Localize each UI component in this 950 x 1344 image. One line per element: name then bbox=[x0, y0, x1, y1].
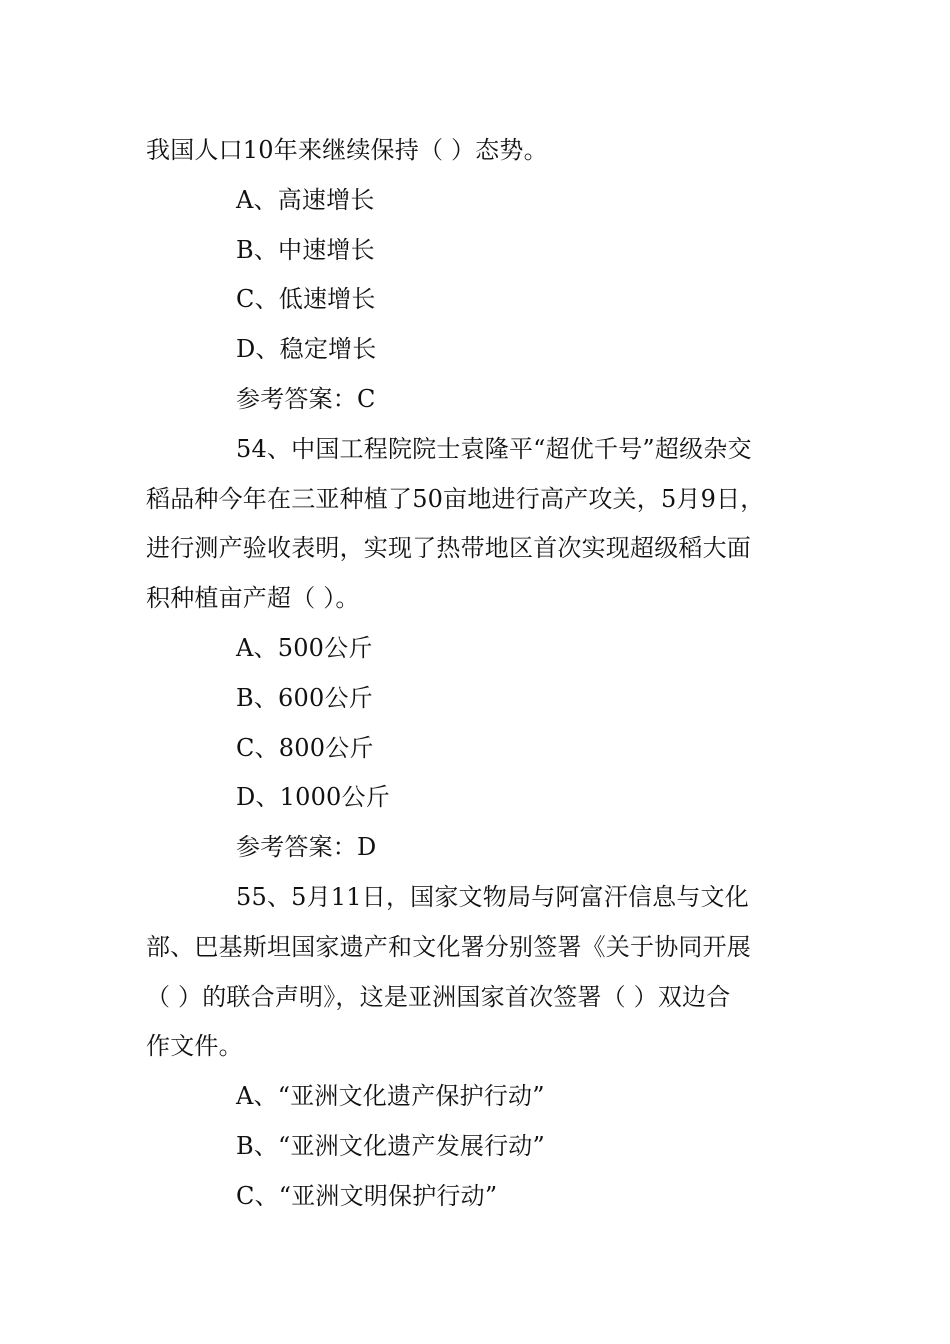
option-b: B、600公斤 bbox=[236, 683, 373, 712]
option-a: A、500公斤 bbox=[236, 633, 373, 662]
question-55 bbox=[146, 873, 810, 1222]
question-54 bbox=[146, 425, 810, 873]
question-text-line: 进行测产验收表明，实现了热带地区首次实现超级稻大面 bbox=[146, 534, 751, 563]
question-text-line: 54、中国工程院院士袁隆平“超优千号”超级杂交 bbox=[236, 434, 752, 463]
question-text-line: 积种植亩产超（ ）。 bbox=[146, 584, 360, 613]
reference-answer: 参考答案：D bbox=[236, 833, 377, 862]
question-text-line: 55、5月11日，国家文物局与阿富汗信息与文化 bbox=[236, 882, 749, 911]
option-a: A、“亚洲文化遗产保护行动” bbox=[236, 1082, 545, 1111]
reference-answer: 参考答案：C bbox=[236, 384, 376, 413]
question-text-line: 我国人口10年来继续保持（ ）态势。 bbox=[146, 136, 548, 164]
option-b: B、“亚洲文化遗产发展行动” bbox=[236, 1131, 545, 1160]
option-a: A、高速增长 bbox=[236, 185, 375, 214]
option-c: C、“亚洲文明保护行动” bbox=[236, 1181, 498, 1210]
option-c: C、低速增长 bbox=[236, 285, 376, 314]
question-text-line: （ ）的联合声明》，这是亚洲国家首次签署（ ）双边合 bbox=[146, 982, 731, 1011]
option-c: C、800公斤 bbox=[236, 733, 374, 762]
document-content bbox=[146, 126, 810, 1222]
option-d: D、1000公斤 bbox=[236, 783, 390, 812]
option-b: B、中速增长 bbox=[236, 235, 375, 264]
question-53 bbox=[146, 126, 810, 425]
question-text-line: 稻品种今年在三亚种植了50亩地进行高产攻关，5月9日， bbox=[146, 484, 765, 513]
question-text-line: 作文件。 bbox=[146, 1032, 243, 1061]
question-text-line: 部、巴基斯坦国家遗产和文化署分别签署《关于协同开展 bbox=[146, 932, 751, 961]
option-d: D、稳定增长 bbox=[236, 335, 377, 364]
